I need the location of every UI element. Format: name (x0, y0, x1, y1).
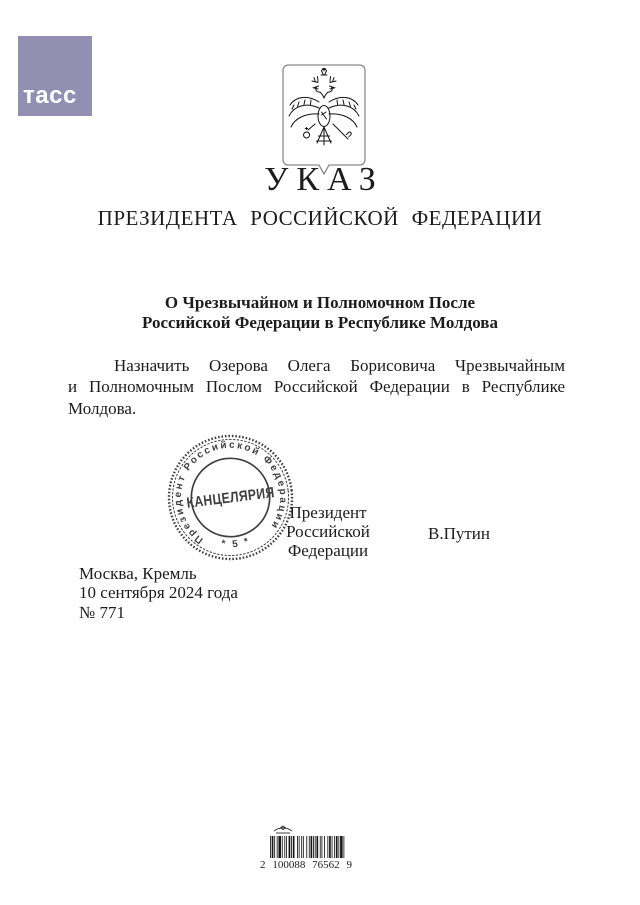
barcode-digit-group: 76562 (312, 859, 340, 871)
decree-subtitle: ПРЕЗИДЕНТА РОССИЙСКОЙ ФЕДЕРАЦИИ (97, 206, 543, 230)
tass-logo-text: тасс (23, 82, 77, 109)
signature-post-line-1: Президент (289, 503, 367, 522)
double-headed-eagle (289, 69, 359, 146)
decree-place: Москва, Кремль (79, 564, 197, 583)
barcode-digits (260, 859, 352, 871)
signature-post-line-2: Российской Федерации (286, 522, 370, 560)
body-line-2: и Полномочным Послом Российской Федерации в Республике (68, 377, 565, 397)
body-line-3: Молдова. (68, 398, 137, 418)
decree-number: № 771 (79, 602, 125, 622)
stamp-ring-text: Президент Российской Федерации (172, 439, 289, 546)
tass-logo (18, 36, 92, 116)
stamp-center-text: КАНЦЕЛЯРИЯ (185, 484, 276, 512)
decree-body (68, 355, 565, 419)
barcode-bars (270, 836, 346, 858)
mini-eagle-icon (272, 824, 294, 835)
subject-line-1: О Чрезвычайном и Полномочном После (164, 293, 476, 312)
decree-footer (79, 564, 238, 622)
barcode-digit-group: 9 (346, 859, 352, 871)
subject-line-2: Российской Федерации в Республике Молдова (142, 312, 498, 332)
barcode-digit-group: 2 (260, 859, 266, 871)
chancellery-stamp (159, 426, 303, 570)
stamp-bottom-text: * 5 * (220, 535, 253, 551)
body-line-1: Назначить Озерова Олега Борисовича Чрезвычайным (114, 356, 565, 375)
decree-subject (0, 293, 640, 332)
decree-date: 10 сентября 2024 года (79, 583, 238, 603)
decree-title: УКАЗ (264, 161, 384, 198)
signature-name: В.Путин (428, 524, 490, 543)
barcode-digit-group: 100088 (272, 859, 306, 871)
barcode (258, 824, 358, 871)
